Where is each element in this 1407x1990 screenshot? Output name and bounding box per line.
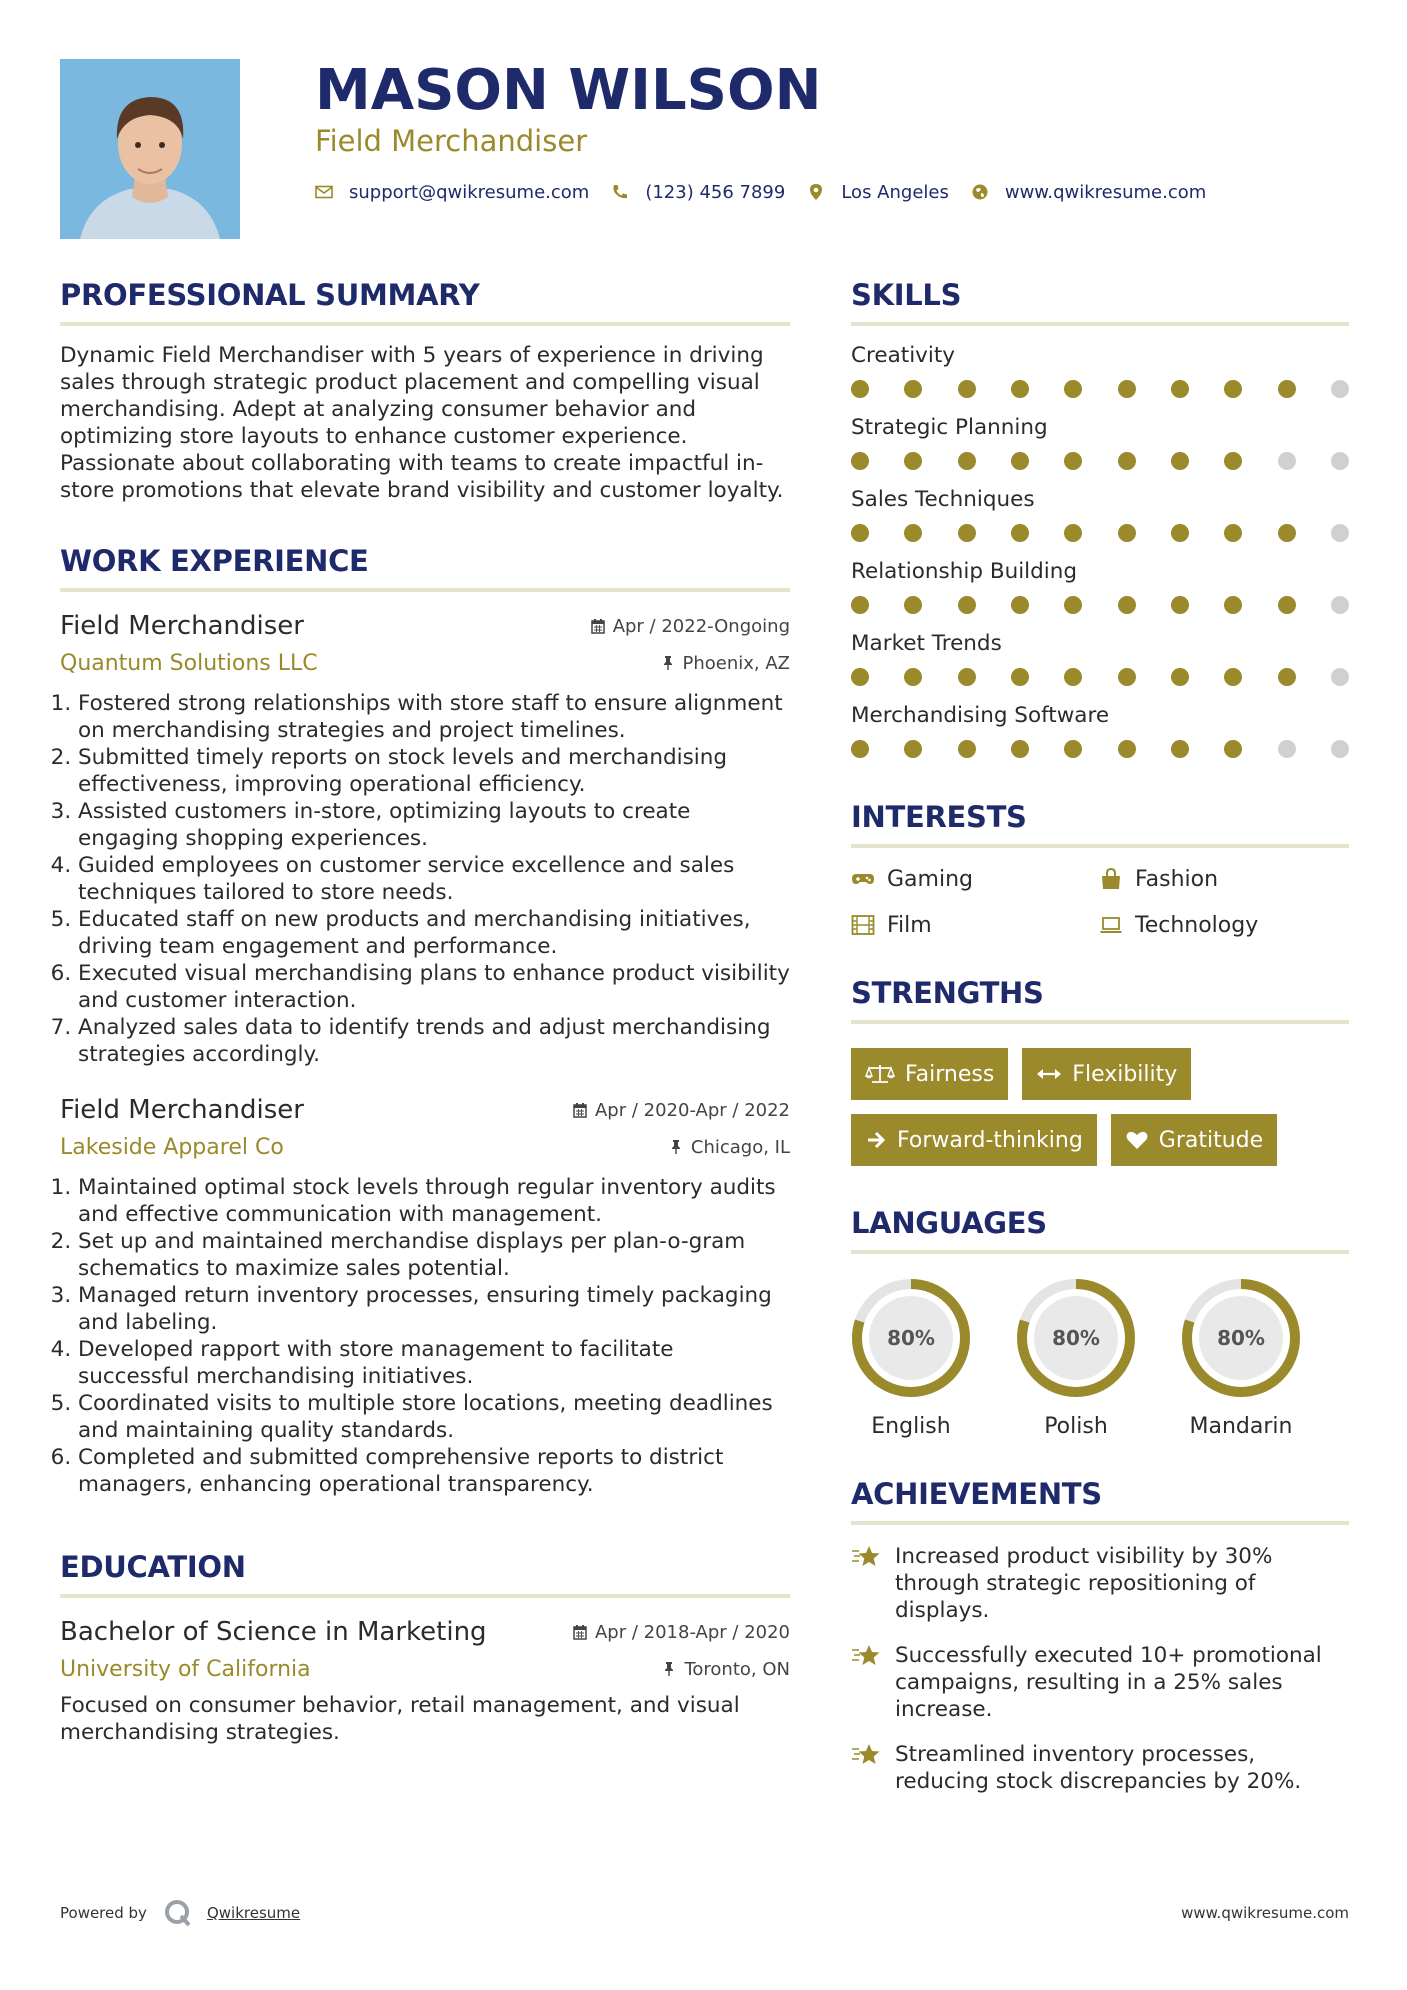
language-percent: 80% (887, 1326, 935, 1350)
arrows-horizontal-icon (1036, 1063, 1062, 1085)
language-name: English (871, 1414, 951, 1439)
map-marker-icon (807, 183, 825, 201)
interest-item (1099, 864, 1349, 894)
calendar-icon (591, 618, 605, 634)
strengths-tags (851, 1048, 1349, 1166)
bullet-item: 4. Developed rapport with store management to facilitate successful merchandising initiatives. (78, 1336, 790, 1390)
contact-phone[interactable] (611, 182, 785, 203)
calendar-icon (573, 1102, 587, 1118)
rating-dot-filled (1278, 596, 1296, 614)
website-text[interactable]: www.qwikresume.com (1004, 181, 1207, 203)
rating-dot-filled (904, 524, 922, 542)
star-icon (851, 1741, 883, 1769)
skill-name: Relationship Building (851, 559, 1078, 584)
languages-title: LANGUAGES (851, 1206, 1349, 1254)
rating-dot-filled (958, 596, 976, 614)
rating-dot-filled (1011, 452, 1029, 470)
job-location (669, 1137, 790, 1158)
pushpin-icon (662, 1661, 676, 1677)
skill-name: Market Trends (851, 631, 1002, 656)
interest-item (851, 864, 1099, 894)
rating-dot-filled (851, 668, 869, 686)
skill-name: Merchandising Software (851, 703, 1110, 728)
language-ring (1181, 1278, 1301, 1398)
rating-dot-filled (1118, 452, 1136, 470)
contact-location (807, 182, 949, 203)
summary-title: PROFESSIONAL SUMMARY (60, 278, 790, 326)
job-location (661, 653, 791, 674)
rating-dot-filled (1224, 524, 1242, 542)
rating-dot-filled (1064, 668, 1082, 686)
bullet-item: 3. Assisted customers in-store, optimizing layouts to create engaging shopping experiences. (78, 798, 790, 852)
skills-list (851, 342, 1349, 758)
rating-dot-empty (1331, 740, 1349, 758)
education-location-text: Toronto, ON (684, 1658, 790, 1680)
rating-dot-filled (1011, 596, 1029, 614)
skill-name: Strategic Planning (851, 415, 1048, 440)
bullet-item: 4. Guided employees on customer service excellence and sales techniques tailored to store needs. (78, 852, 790, 906)
skill-rating (851, 740, 1349, 758)
bullet-item: 7. Analyzed sales data to identify trends and adjust merchandising strategies accordingly. (78, 1014, 790, 1068)
school-name: University of California (60, 1656, 311, 1682)
rating-dot-filled (904, 740, 922, 758)
profile-photo (60, 59, 240, 239)
job-location-text: Chicago, IL (690, 1136, 790, 1158)
rating-dot-filled (1278, 524, 1296, 542)
strength-tag (851, 1048, 1008, 1100)
arrow-right-icon (865, 1129, 887, 1151)
achievements-title: ACHIEVEMENTS (851, 1477, 1349, 1525)
company-name: Lakeside Apparel Co (60, 1134, 284, 1160)
calendar-icon (573, 1624, 587, 1640)
phone-text[interactable]: (123) 456 7899 (645, 181, 786, 203)
rating-dot-filled (1011, 668, 1029, 686)
interest-item (851, 910, 1099, 940)
footer-powered-by (60, 1898, 300, 1928)
rating-dot-filled (958, 668, 976, 686)
education-description: Focused on consumer behavior, retail management, and visual merchandising strategies. (60, 1693, 740, 1745)
degree-title: Bachelor of Science in Marketing (60, 1617, 487, 1647)
gamepad-icon (851, 868, 875, 890)
bullet-item: 2. Submitted timely reports on stock levels and merchandising effectiveness, improving operational efficiency. (78, 744, 790, 798)
bullet-item: 6. Executed visual merchandising plans to enhance product visibility and customer interaction. (78, 960, 790, 1014)
rating-dot-filled (1064, 740, 1082, 758)
education-section (60, 1550, 790, 1746)
company-name: Quantum Solutions LLC (60, 650, 318, 676)
skill-rating (851, 452, 1349, 470)
skill-item (851, 630, 1349, 686)
interests-section (851, 800, 1349, 940)
candidate-name: MASON WILSON (315, 58, 822, 123)
interests-grid (851, 864, 1349, 940)
rating-dot-filled (1224, 668, 1242, 686)
contact-email[interactable] (315, 182, 589, 203)
skill-rating (851, 668, 1349, 686)
contact-bar (315, 178, 1228, 206)
achievement-item (851, 1642, 1349, 1723)
right-column (851, 278, 1349, 1795)
film-icon (851, 914, 875, 936)
bullet-item: 6. Completed and submitted comprehensive reports to district managers, enhancing operational transparency. (78, 1444, 790, 1498)
skill-rating (851, 380, 1349, 398)
rating-dot-empty (1331, 524, 1349, 542)
rating-dot-filled (1011, 380, 1029, 398)
job-bullets (60, 690, 790, 1068)
bullet-item: 5. Coordinated visits to multiple store locations, meeting deadlines and maintaining quality standards. (78, 1390, 790, 1444)
interest-label: Gaming (887, 866, 973, 892)
job-dates (573, 1100, 790, 1121)
experience-section (60, 544, 790, 1498)
rating-dot-filled (1171, 380, 1189, 398)
rating-dot-filled (1171, 452, 1189, 470)
achievement-text: Streamlined inventory processes, reducing stock discrepancies by 20%. (895, 1742, 1302, 1794)
rating-dot-filled (1278, 380, 1296, 398)
strength-tag (1111, 1114, 1277, 1166)
language-ring (1016, 1278, 1136, 1398)
strength-label: Fairness (905, 1061, 995, 1087)
rating-dot-empty (1331, 380, 1349, 398)
language-percent: 80% (1217, 1326, 1265, 1350)
qwikresume-link[interactable]: Qwikresume (206, 1904, 301, 1922)
laptop-icon (1099, 914, 1123, 936)
rating-dot-filled (1118, 668, 1136, 686)
job-entry (60, 610, 790, 1068)
rating-dot-filled (1118, 524, 1136, 542)
rating-dot-filled (1224, 380, 1242, 398)
pushpin-icon (661, 655, 675, 671)
languages-section (851, 1206, 1349, 1439)
job-dates (591, 616, 790, 637)
rating-dot-filled (1064, 596, 1082, 614)
skill-item (851, 414, 1349, 470)
achievement-text: Increased product visibility by 30% through strategic repositioning of displays. (895, 1544, 1273, 1623)
rating-dot-filled (1064, 380, 1082, 398)
experience-title: WORK EXPERIENCE (60, 544, 790, 592)
rating-dot-filled (1171, 596, 1189, 614)
rating-dot-filled (1224, 596, 1242, 614)
rating-dot-filled (904, 380, 922, 398)
achievements-section (851, 1477, 1349, 1795)
languages-list (851, 1278, 1349, 1439)
language-percent: 80% (1052, 1326, 1100, 1350)
skill-item (851, 342, 1349, 398)
envelope-icon (315, 183, 333, 201)
rating-dot-filled (1224, 452, 1242, 470)
language-ring (851, 1278, 971, 1398)
achievements-list (851, 1543, 1349, 1795)
rating-dot-filled (851, 452, 869, 470)
rating-dot-filled (1064, 524, 1082, 542)
balance-scale-icon (865, 1063, 895, 1085)
interest-label: Technology (1135, 912, 1259, 938)
strengths-section (851, 976, 1349, 1166)
rating-dot-empty (1278, 740, 1296, 758)
interests-title: INTERESTS (851, 800, 1349, 848)
achievement-text: Successfully executed 10+ promotional campaigns, resulting in a 25% sales increase. (895, 1643, 1322, 1722)
strength-tag (851, 1114, 1097, 1166)
language-item (1181, 1278, 1301, 1439)
rating-dot-filled (904, 668, 922, 686)
rating-dot-empty (1331, 596, 1349, 614)
rating-dot-empty (1331, 668, 1349, 686)
skill-name: Sales Techniques (851, 487, 1035, 512)
rating-dot-filled (851, 380, 869, 398)
rating-dot-filled (958, 524, 976, 542)
rating-dot-filled (958, 452, 976, 470)
job-title: Field Merchandiser (60, 1095, 304, 1125)
powered-by-text: Powered by (60, 1904, 147, 1922)
education-entry (60, 1616, 790, 1746)
job-dates-text: Apr / 2022-Ongoing (612, 615, 790, 637)
qwikresume-logo-icon (163, 1898, 193, 1928)
skill-name: Creativity (851, 343, 956, 368)
language-name: Polish (1044, 1414, 1108, 1439)
rating-dot-filled (1171, 740, 1189, 758)
achievement-item (851, 1543, 1349, 1624)
skills-title: SKILLS (851, 278, 1349, 326)
globe-icon (971, 183, 989, 201)
rating-dot-filled (958, 380, 976, 398)
interest-label: Fashion (1135, 866, 1219, 892)
rating-dot-filled (851, 740, 869, 758)
job-entry (60, 1094, 790, 1498)
bullet-item: 3. Managed return inventory processes, ensuring timely packaging and labeling. (78, 1282, 790, 1336)
rating-dot-empty (1278, 452, 1296, 470)
job-title: Field Merchandiser (60, 611, 304, 641)
skill-item (851, 486, 1349, 542)
skill-rating (851, 596, 1349, 614)
strength-label: Gratitude (1158, 1127, 1264, 1153)
education-dates (573, 1622, 790, 1643)
strength-label: Flexibility (1072, 1061, 1178, 1087)
rating-dot-filled (1224, 740, 1242, 758)
bullet-item: 1. Fostered strong relationships with store staff to ensure alignment on merchandising strategies and project timelines. (78, 690, 790, 744)
shopping-bag-icon (1099, 868, 1123, 890)
achievement-item (851, 1741, 1349, 1795)
rating-dot-empty (1331, 452, 1349, 470)
language-name: Mandarin (1189, 1414, 1293, 1439)
rating-dot-filled (1171, 524, 1189, 542)
rating-dot-filled (904, 596, 922, 614)
star-icon (851, 1642, 883, 1670)
skill-item (851, 702, 1349, 758)
avatar (60, 59, 240, 239)
skills-section (851, 278, 1349, 758)
rating-dot-filled (851, 524, 869, 542)
rating-dot-filled (1118, 740, 1136, 758)
rating-dot-filled (1064, 452, 1082, 470)
skill-rating (851, 524, 1349, 542)
language-item (1016, 1278, 1136, 1439)
rating-dot-filled (1278, 668, 1296, 686)
bullet-item: 1. Maintained optimal stock levels through regular inventory audits and effective communication with management. (78, 1174, 790, 1228)
rating-dot-filled (1118, 596, 1136, 614)
summary-text: Dynamic Field Merchandiser with 5 years of experience in driving sales through strategic product placement and compelling visual merchandising. Adept at analyzing consumer behavior and optimizing store layouts to enhance customer experience. Passionate about collaborating with teams to create impactful in-store promotions that elevate brand visibility and customer loyalty. (60, 343, 784, 503)
bullet-item: 2. Set up and maintained merchandise displays per plan-o-gram schematics to maximize sales potential. (78, 1228, 790, 1282)
rating-dot-filled (1118, 380, 1136, 398)
skill-item (851, 558, 1349, 614)
heart-icon (1125, 1129, 1149, 1151)
rating-dot-filled (958, 740, 976, 758)
candidate-role: Field Merchandiser (315, 124, 588, 158)
rating-dot-filled (1011, 740, 1029, 758)
contact-website[interactable] (971, 182, 1206, 203)
phone-icon (611, 183, 629, 201)
language-item (851, 1278, 971, 1439)
footer-website[interactable]: www.qwikresume.com (1181, 1904, 1349, 1922)
education-location (662, 1659, 790, 1680)
summary-section (60, 278, 790, 504)
rating-dot-filled (904, 452, 922, 470)
rating-dot-filled (851, 596, 869, 614)
email-text[interactable]: support@qwikresume.com (349, 181, 590, 203)
strengths-title: STRENGTHS (851, 976, 1349, 1024)
bullet-item: 5. Educated staff on new products and merchandising initiatives, driving team engagement and performance. (78, 906, 790, 960)
job-dates-text: Apr / 2020-Apr / 2022 (594, 1099, 790, 1121)
job-location-text: Phoenix, AZ (682, 652, 790, 674)
interest-label: Film (887, 912, 932, 938)
education-title: EDUCATION (60, 1550, 790, 1598)
location-text: Los Angeles (841, 181, 949, 203)
star-icon (851, 1543, 883, 1571)
job-bullets (60, 1174, 790, 1498)
pushpin-icon (669, 1139, 683, 1155)
left-column (60, 278, 790, 1746)
education-dates-text: Apr / 2018-Apr / 2020 (594, 1621, 790, 1643)
strength-label: Forward-thinking (897, 1127, 1083, 1153)
interest-item (1099, 910, 1349, 940)
rating-dot-filled (1171, 668, 1189, 686)
rating-dot-filled (1011, 524, 1029, 542)
strength-tag (1022, 1048, 1191, 1100)
